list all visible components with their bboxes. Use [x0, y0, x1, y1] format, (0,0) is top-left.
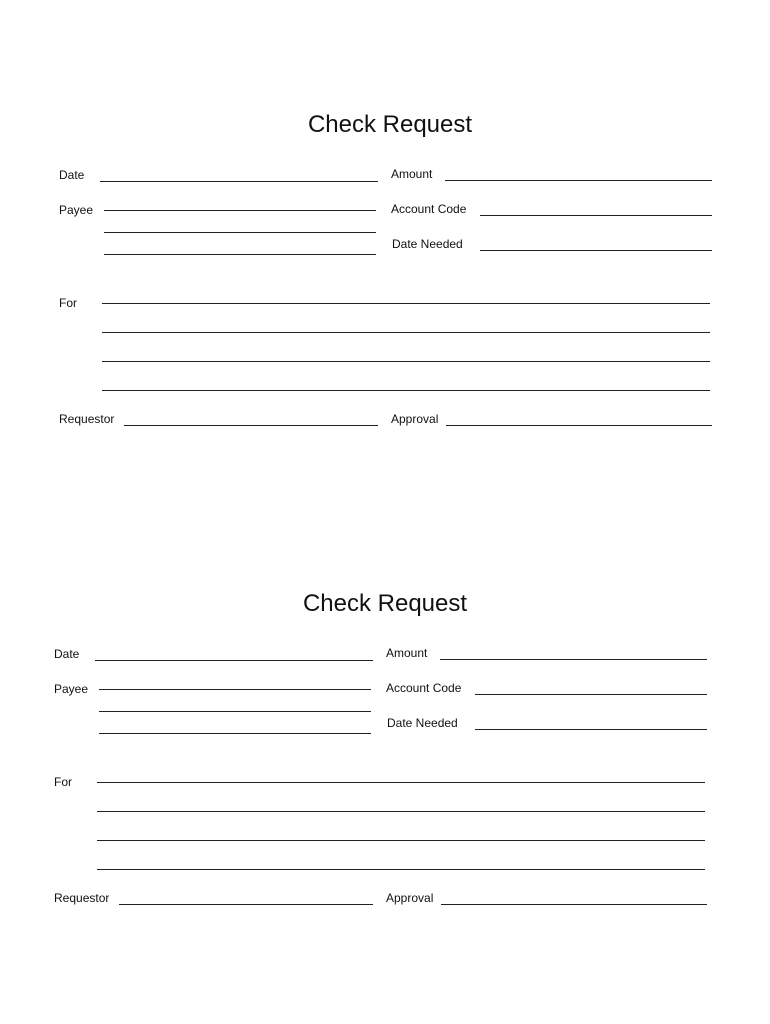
date-label: Date [59, 168, 85, 182]
date-needed-field-line[interactable] [475, 729, 707, 730]
check-request-form [0, 0, 770, 440]
payee-field-line-2[interactable] [99, 711, 371, 712]
approval-label: Approval [386, 891, 434, 905]
requestor-label: Requestor [59, 412, 115, 426]
requestor-field-line[interactable] [119, 904, 373, 905]
date-label: Date [54, 647, 80, 661]
for-field-line-1[interactable] [102, 303, 710, 304]
for-field-line-4[interactable] [97, 869, 705, 870]
for-field-line-3[interactable] [97, 840, 705, 841]
form-title: Check Request [302, 590, 468, 617]
form-title: Check Request [307, 111, 473, 138]
payee-field-line-2[interactable] [104, 232, 376, 233]
for-field-line-2[interactable] [102, 332, 710, 333]
account-code-field-line[interactable] [475, 694, 707, 695]
amount-field-line[interactable] [440, 659, 707, 660]
payee-field-line-3[interactable] [104, 254, 376, 255]
check-request-form [0, 479, 765, 919]
date-needed-field-line[interactable] [480, 250, 712, 251]
for-label: For [59, 296, 77, 310]
date-field-line[interactable] [100, 181, 378, 182]
for-field-line-2[interactable] [97, 811, 705, 812]
amount-label: Amount [386, 646, 428, 660]
payee-field-line-1[interactable] [104, 210, 376, 211]
for-field-line-4[interactable] [102, 390, 710, 391]
for-label: For [54, 775, 72, 789]
date-field-line[interactable] [95, 660, 373, 661]
approval-field-line[interactable] [446, 425, 712, 426]
amount-label: Amount [391, 167, 433, 181]
approval-label: Approval [391, 412, 439, 426]
account-code-label: Account Code [386, 681, 462, 695]
payee-field-line-3[interactable] [99, 733, 371, 734]
account-code-field-line[interactable] [480, 215, 712, 216]
approval-field-line[interactable] [441, 904, 707, 905]
payee-label: Payee [54, 682, 89, 696]
for-field-line-1[interactable] [97, 782, 705, 783]
payee-label: Payee [59, 203, 94, 217]
requestor-label: Requestor [54, 891, 110, 905]
date-needed-label: Date Needed [387, 716, 458, 730]
amount-field-line[interactable] [445, 180, 712, 181]
payee-field-line-1[interactable] [99, 689, 371, 690]
account-code-label: Account Code [391, 202, 467, 216]
for-field-line-3[interactable] [102, 361, 710, 362]
requestor-field-line[interactable] [124, 425, 378, 426]
date-needed-label: Date Needed [392, 237, 463, 251]
